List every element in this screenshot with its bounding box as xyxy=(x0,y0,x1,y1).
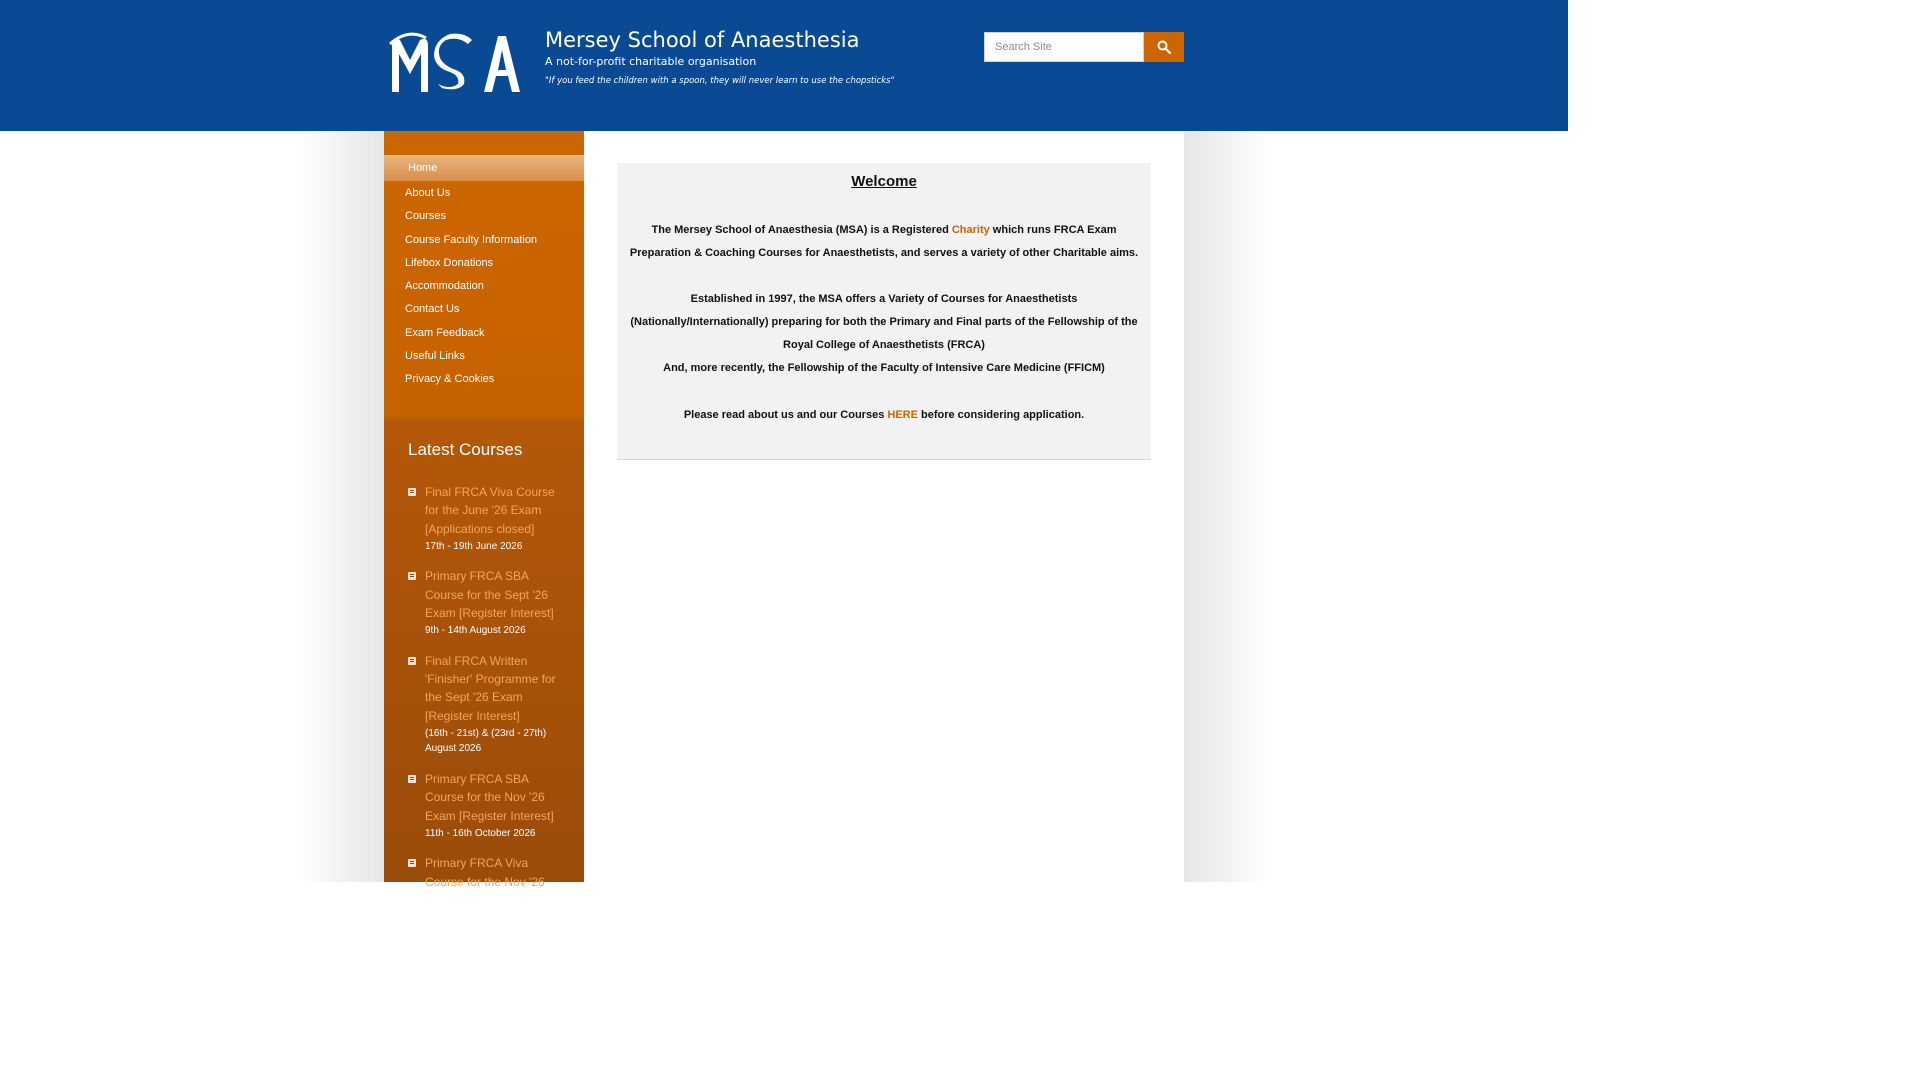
course-link[interactable]: Primary FRCA SBA Course for the Sept '26 Exam [Register Interest] xyxy=(425,569,554,620)
welcome-panel xyxy=(617,163,1151,460)
welcome-paragraph-read xyxy=(629,404,1139,427)
msa-logo[interactable] xyxy=(388,30,522,94)
nav-item-exam-feedback[interactable]: Exam Feedback xyxy=(405,326,485,339)
list-item xyxy=(408,652,568,757)
course-date: 17th - 19th June 2026 xyxy=(425,540,523,552)
latest-courses-title: Latest Courses xyxy=(408,440,523,459)
nav-item-useful-links[interactable]: Useful Links xyxy=(405,350,465,363)
site-header xyxy=(0,0,1568,131)
list-item xyxy=(408,854,568,891)
welcome-paragraph-charity xyxy=(629,219,1139,265)
course-date: 9th - 14th August 2026 xyxy=(425,625,526,637)
course-link[interactable]: Final FRCA Viva Course for the June '26 Exam [Applications closed] xyxy=(425,485,555,536)
welcome-text: which runs FRCA Exam Preparation & Coaching Courses for Anaesthetists, and serves a variety of other Charitable aims. xyxy=(629,224,1139,259)
course-link[interactable]: Primary FRCA Viva Course for the Nov '26 xyxy=(425,856,545,889)
document-icon xyxy=(408,488,416,496)
search-icon xyxy=(1157,40,1171,54)
welcome-paragraph-fficm: And, more recently, the Fellowship of the Faculty of Intensive Care Medicine (FFICM) xyxy=(663,362,1105,374)
nav-item-course-faculty[interactable]: Course Faculty Information xyxy=(405,233,538,246)
nav-item-courses[interactable]: Courses xyxy=(405,210,446,223)
site-title: Mersey School of Anaesthesia xyxy=(545,28,860,52)
welcome-text: The Mersey School of Anaesthesia (MSA) is a Registered xyxy=(651,224,952,236)
course-date: 11th - 16th October 2026 xyxy=(425,827,536,839)
welcome-text: Please read about us and our Courses xyxy=(683,409,888,421)
site-quote: "If you feed the children with a spoon, they will never learn to use the chopsticks" xyxy=(545,76,895,86)
course-link[interactable]: Primary FRCA SBA Course for the Nov '26 Exam [Register Interest] xyxy=(425,771,554,823)
latest-courses-list xyxy=(408,483,568,904)
search-input[interactable] xyxy=(984,32,1144,62)
course-link[interactable]: Final FRCA Written 'Finisher' Programme for the Sept '26 Exam [Register Interest] xyxy=(425,653,556,723)
list-item xyxy=(408,483,568,554)
charity-link[interactable]: Charity xyxy=(951,224,990,236)
welcome-text: before considering application. xyxy=(917,409,1085,421)
nav-item-contact-us[interactable]: Contact Us xyxy=(405,303,460,316)
document-icon xyxy=(408,657,416,665)
welcome-title: Welcome xyxy=(851,173,917,190)
welcome-paragraph-established: Established in 1997, the MSA offers a Variety of Courses for Anaesthetists (Nationally/Internationally) preparing for both the Primary and Final parts of the Fellowship of the Royal College of Anaesthetists (FRCA) xyxy=(630,293,1138,351)
page-shadow-right xyxy=(1184,131,1568,882)
nav-item-lifebox-donations[interactable]: Lifebox Donations xyxy=(405,256,494,269)
nav-item-privacy-cookies[interactable]: Privacy & Cookies xyxy=(405,373,495,386)
main-nav xyxy=(384,155,584,392)
site-subtitle: A not-for-profit charitable organisation xyxy=(545,55,757,68)
list-item xyxy=(408,770,568,841)
sidebar xyxy=(384,131,584,889)
course-date: (16th - 21st) & (23rd - 27th) August 2026 xyxy=(425,727,547,755)
document-icon xyxy=(408,775,416,783)
list-item xyxy=(408,567,568,638)
nav-item-accommodation[interactable]: Accommodation xyxy=(405,280,484,293)
page-shadow-left xyxy=(0,131,384,882)
nav-item-about-us[interactable]: About Us xyxy=(405,187,451,199)
search-button[interactable] xyxy=(1144,32,1184,62)
document-icon xyxy=(408,572,416,580)
document-icon xyxy=(408,859,416,867)
here-link[interactable]: HERE xyxy=(887,409,918,421)
nav-item-home[interactable]: Home xyxy=(384,155,584,181)
